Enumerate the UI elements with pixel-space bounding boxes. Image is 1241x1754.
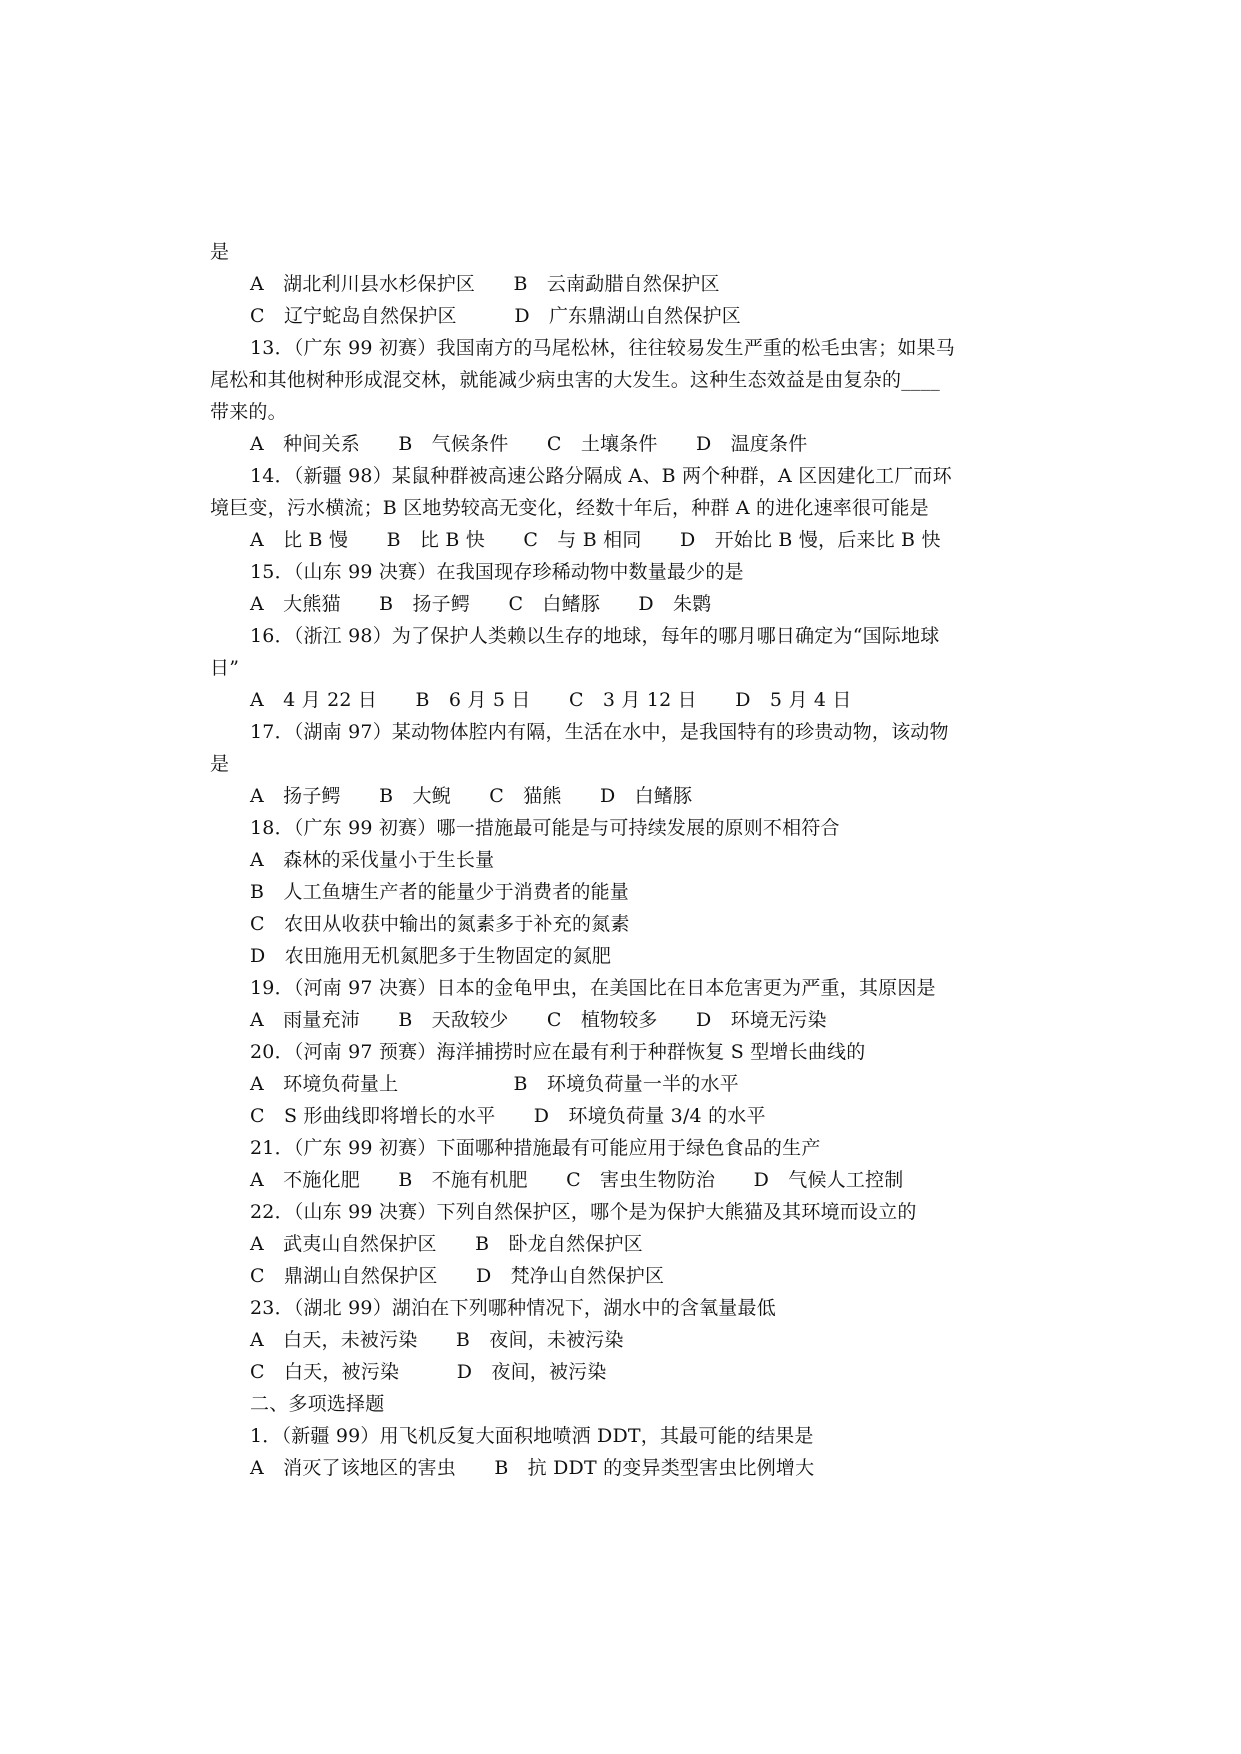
answer-option-d: D 农田施用无机氮肥多于生物固定的氮肥 [250,945,612,967]
question-multi-1: 1．（新疆 99）用飞机反复大面积地喷洒 DDT，其最可能的结果是 [250,1425,814,1447]
text-line: 是 [210,241,230,263]
answer-option-c: C 农田从收获中输出的氮素多于补充的氮素 [250,913,630,935]
answer-options: A 环境负荷量上 B 环境负荷量一半的水平 [250,1073,739,1095]
text-line: 是 [210,753,230,775]
section-heading: 二、多项选择题 [250,1393,385,1415]
answer-options: A 大熊猫 B 扬子鳄 C 白鳍豚 D 朱鹮 [250,593,712,615]
text-line: 日” [210,657,240,679]
answer-options: A 雨量充沛 B 天敌较少 C 植物较多 D 环境无污染 [250,1009,827,1031]
answer-options: C S 形曲线即将增长的水平 D 环境负荷量 3/4 的水平 [250,1105,766,1127]
answer-options: A 消灭了该地区的害虫 B 抗 DDT 的变异类型害虫比例增大 [250,1457,815,1479]
answer-options: A 种间关系 B 气候条件 C 土壤条件 D 温度条件 [250,433,808,455]
question-23: 23．（湖北 99）湖泊在下列哪种情况下，湖水中的含氧量最低 [250,1297,776,1319]
question-19: 19．（河南 97 决赛）日本的金龟甲虫，在美国比在日本危害更为严重，其原因是 [250,977,936,999]
answer-options: A 4 月 22 日 B 6 月 5 日 C 3 月 12 日 D 5 月 4 日 [250,689,852,711]
question-20: 20．（河南 97 预赛）海洋捕捞时应在最有利于种群恢复 S 型增长曲线的 [250,1041,866,1063]
text-line: 尾松和其他树种形成混交林，就能减少病虫害的大发生。这种生态效益是由复杂的____ [210,369,941,391]
text-line: 带来的。 [210,401,287,423]
answer-options: A 武夷山自然保护区 B 卧龙自然保护区 [250,1233,643,1255]
answer-option-a: A 森林的采伐量小于生长量 [250,849,495,871]
question-21: 21．（广东 99 初赛）下面哪种措施最有可能应用于绿色食品的生产 [250,1137,821,1159]
question-18: 18．（广东 99 初赛）哪一措施最可能是与可持续发展的原则不相符合 [250,817,840,839]
question-22: 22．（山东 99 决赛）下列自然保护区，哪个是为保护大熊猫及其环境而设立的 [250,1201,917,1223]
question-15: 15．（山东 99 决赛）在我国现存珍稀动物中数量最少的是 [250,561,744,583]
answer-options: C 白天，被污染 D 夜间，被污染 [250,1361,607,1383]
question-16: 16．（浙江 98）为了保护人类赖以生存的地球，每年的哪月哪日确定为“国际地球 [250,625,940,647]
answer-options: A 比 B 慢 B 比 B 快 C 与 B 相同 D 开始比 B 慢，后来比 B 快 [250,529,941,551]
answer-options: A 白天，未被污染 B 夜间，未被污染 [250,1329,624,1351]
question-17: 17．（湖南 97）某动物体腔内有隔，生活在水中，是我国特有的珍贵动物，该动物 [250,721,949,743]
question-14: 14．（新疆 98）某鼠种群被高速公路分隔成 A、B 两个种群，A 区因建化工厂而环 [250,465,952,487]
question-13: 13．（广东 99 初赛）我国南方的马尾松林，往往较易发生严重的松毛虫害；如果马 [250,337,955,359]
answer-options: C 辽宁蛇岛自然保护区 D 广东鼎湖山自然保护区 [250,305,741,327]
text-line: 境巨变，污水横流；B 区地势较高无变化，经数十年后，种群 A 的进化速率很可能是 [210,497,929,519]
answer-options: A 湖北利川县水杉保护区 B 云南勐腊自然保护区 [250,273,720,295]
answer-option-b: B 人工鱼塘生产者的能量少于消费者的能量 [250,881,629,903]
answer-options: A 不施化肥 B 不施有机肥 C 害虫生物防治 D 气候人工控制 [250,1169,904,1191]
answer-options: A 扬子鳄 B 大鲵 C 猫熊 D 白鳍豚 [250,785,693,807]
answer-options: C 鼎湖山自然保护区 D 梵净山自然保护区 [250,1265,665,1287]
